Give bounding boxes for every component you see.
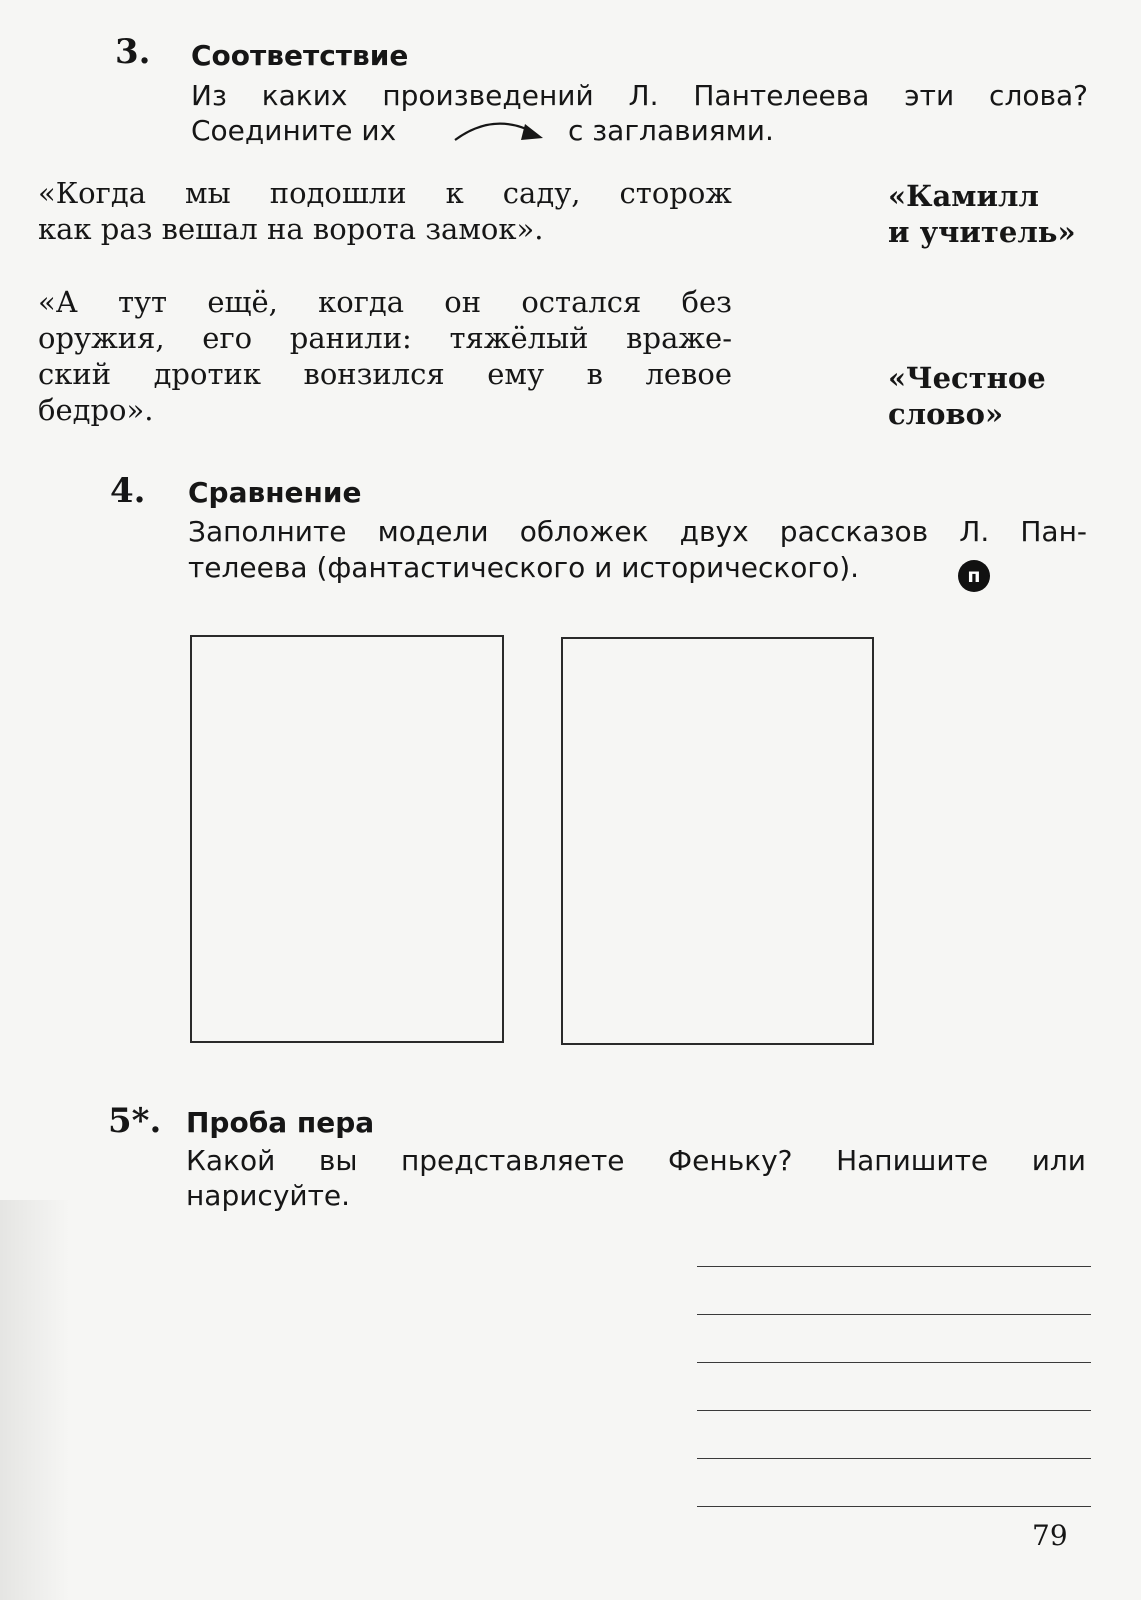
cover-model-fantastic[interactable] — [190, 635, 504, 1043]
task-3-title: Соответствие — [191, 39, 409, 72]
page-number: 79 — [1032, 1519, 1068, 1552]
quote-1-line: «Когда мы подошли к саду, сторож — [38, 176, 732, 210]
cover-model-historical[interactable] — [561, 637, 874, 1045]
curved-arrow-icon — [453, 116, 547, 144]
quote-2-line: оружия, его ранили: тяжёлый враже- — [38, 321, 732, 355]
page-shadow — [0, 1200, 70, 1600]
task-5-title: Проба пера — [186, 1106, 375, 1139]
writing-line[interactable] — [697, 1266, 1091, 1267]
task-3-connect-before: Соедините их — [191, 114, 397, 147]
writing-line[interactable] — [697, 1506, 1091, 1507]
task-4-title: Сравнение — [188, 476, 362, 509]
quote-2-line: ский дротик вонзился ему в левое — [38, 357, 732, 391]
task-3-number: 3. — [115, 32, 151, 72]
writing-line[interactable] — [697, 1362, 1091, 1363]
task-3-instruction-line: Из каких произведений Л. Пантелеева эти слова? — [191, 79, 1088, 112]
writing-line[interactable] — [697, 1458, 1091, 1459]
writing-line[interactable] — [697, 1410, 1091, 1411]
title-option-chestnoe-slovo[interactable]: слово» — [888, 397, 1004, 431]
title-option-chestnoe-slovo[interactable]: «Честное — [888, 361, 1046, 395]
quote-2-line: «А тут ещё, когда он остался без — [38, 285, 732, 319]
task-4-instruction-line: Заполните модели обложек двух рассказов Л. Пан- — [188, 515, 1087, 548]
quote-2-line: бедро». — [38, 393, 154, 427]
writing-line[interactable] — [697, 1314, 1091, 1315]
task-5-number: 5*. — [108, 1101, 162, 1141]
pair-work-icon: п — [958, 560, 990, 592]
task-4-instruction-line: телеева (фантастического и исторического). — [188, 551, 860, 584]
title-option-kamill[interactable]: «Камилл — [888, 179, 1039, 213]
task-5-instruction-line: нарисуйте. — [186, 1179, 351, 1212]
task-3-connect-after: с заглавиями. — [568, 114, 774, 147]
task-5-instruction-line: Какой вы представляете Феньку? Напишите или — [186, 1144, 1086, 1177]
title-option-kamill[interactable]: и учитель» — [888, 215, 1076, 249]
task-4-number: 4. — [110, 471, 146, 511]
quote-1-line: как раз вешал на ворота замок». — [38, 212, 544, 246]
